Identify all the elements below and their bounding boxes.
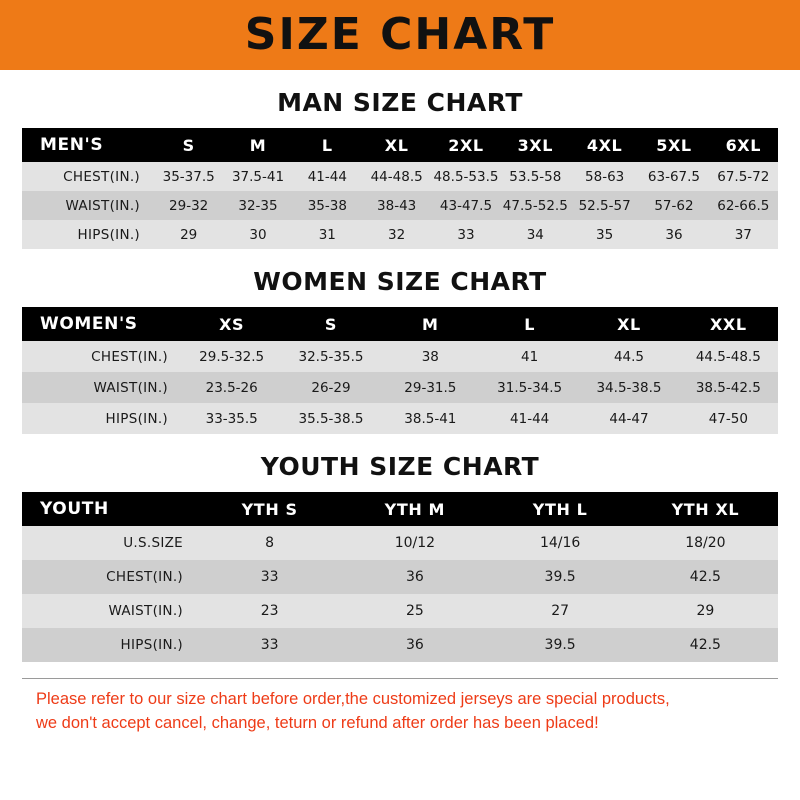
cell: 33 xyxy=(260,569,279,585)
cell: 14/16 xyxy=(539,535,581,551)
section-title-women: WOMEN SIZE CHART xyxy=(253,267,547,296)
column-header: 3XL xyxy=(517,135,554,155)
cell: 63-67.5 xyxy=(647,168,701,185)
cell: 35-37.5 xyxy=(162,168,215,185)
content-area xyxy=(0,88,800,736)
cell: 48.5-53.5 xyxy=(433,168,499,185)
section-title-youth: YOUTH SIZE CHART xyxy=(260,452,540,481)
cell: 67.5-72 xyxy=(717,168,770,185)
cell: 33-35.5 xyxy=(205,410,258,427)
row-label: CHEST(IN.) xyxy=(91,348,168,365)
table-row xyxy=(22,162,778,191)
cell: 23 xyxy=(260,603,279,619)
cell: 29.5-32.5 xyxy=(199,348,265,365)
cell: 34.5-38.5 xyxy=(596,379,662,396)
column-header: YTH XL xyxy=(671,499,740,519)
row-label: WAIST(IN.) xyxy=(93,379,168,396)
row-label: HIPS(IN.) xyxy=(105,410,168,427)
cell: 43-47.5 xyxy=(439,197,493,214)
table-row xyxy=(22,594,778,628)
column-header: 4XL xyxy=(586,135,623,155)
column-header: S xyxy=(182,135,195,155)
cell: 18/20 xyxy=(685,535,726,551)
column-header: L xyxy=(524,314,536,334)
column-header: M xyxy=(422,314,439,334)
footer-note-line-2: we don't accept cancel, change, teturn or refund after order has been placed! xyxy=(36,713,599,732)
cell: 27 xyxy=(551,603,570,619)
table-body xyxy=(22,526,778,662)
table-row xyxy=(22,403,778,434)
cell: 39.5 xyxy=(544,637,576,653)
row-label: CHEST(IN.) xyxy=(63,168,140,185)
column-header: WOMEN'S xyxy=(40,314,138,334)
column-header: MEN'S xyxy=(40,135,104,155)
column-header: XXL xyxy=(709,314,747,334)
cell: 36 xyxy=(665,226,683,243)
table-head xyxy=(22,307,778,341)
cell: 38.5-42.5 xyxy=(695,379,761,396)
cell: 29 xyxy=(180,226,198,243)
table-body xyxy=(22,341,778,434)
table-man-size-chart xyxy=(22,128,778,249)
cell: 44.5-48.5 xyxy=(695,348,761,365)
cell: 35.5-38.5 xyxy=(298,410,364,427)
cell: 38 xyxy=(421,348,439,365)
cell: 58-63 xyxy=(585,168,625,185)
column-header: XS xyxy=(219,314,245,334)
table-row xyxy=(22,191,778,220)
cell: 41 xyxy=(521,348,539,365)
table-header-row xyxy=(22,492,778,526)
cell: 31.5-34.5 xyxy=(497,379,563,396)
cell: 38.5-41 xyxy=(404,410,457,427)
cell: 34 xyxy=(526,226,544,243)
cell: 10/12 xyxy=(394,535,436,551)
row-label: CHEST(IN.) xyxy=(106,569,183,585)
cell: 44-48.5 xyxy=(370,168,423,185)
column-header: S xyxy=(324,314,338,334)
table-row xyxy=(22,560,778,594)
cell: 39.5 xyxy=(544,569,576,585)
cell: 37.5-41 xyxy=(231,168,285,185)
table-youth-size-chart xyxy=(22,492,778,662)
cell: 35-38 xyxy=(307,197,347,214)
cell: 44-47 xyxy=(609,410,649,427)
cell: 32-35 xyxy=(238,197,278,214)
row-label: HIPS(IN.) xyxy=(77,226,140,243)
section-women xyxy=(22,267,778,434)
cell: 47.5-52.5 xyxy=(502,197,568,214)
column-header: M xyxy=(249,135,267,155)
row-label: HIPS(IN.) xyxy=(120,637,183,653)
cell: 33 xyxy=(457,226,475,243)
table-body xyxy=(22,162,778,249)
cell: 62-66.5 xyxy=(717,197,770,214)
cell: 32.5-35.5 xyxy=(298,348,364,365)
cell: 53.5-58 xyxy=(509,168,562,185)
table-row xyxy=(22,372,778,403)
table-header-row xyxy=(22,307,778,341)
cell: 37 xyxy=(734,226,752,243)
table-women-size-chart xyxy=(22,307,778,434)
column-header: YOUTH xyxy=(40,499,109,519)
cell: 41-44 xyxy=(510,410,550,427)
footer-note-line-1: Please refer to our size chart before order,the customized jerseys are special products, xyxy=(36,690,670,708)
table-row xyxy=(22,526,778,560)
cell: 25 xyxy=(405,603,424,619)
cell: 57-62 xyxy=(654,197,694,214)
column-header: 2XL xyxy=(448,135,484,155)
table-row xyxy=(22,341,778,372)
cell: 29 xyxy=(696,603,715,619)
cell: 44.5 xyxy=(613,348,644,365)
table-head xyxy=(22,492,778,526)
column-header: YTH S xyxy=(241,499,298,519)
table-header-row xyxy=(22,128,778,162)
cell: 33 xyxy=(260,637,279,653)
cell: 36 xyxy=(405,569,424,585)
cell: 52.5-57 xyxy=(578,197,631,214)
footer-note xyxy=(22,678,778,736)
cell: 35 xyxy=(596,226,614,243)
cell: 29-31.5 xyxy=(404,379,457,396)
cell: 29-32 xyxy=(169,197,209,214)
table-head xyxy=(22,128,778,162)
column-header: 6XL xyxy=(725,135,762,155)
cell: 38-43 xyxy=(377,197,417,214)
cell: 32 xyxy=(388,226,406,243)
column-header: YTH L xyxy=(532,499,588,519)
column-header: XL xyxy=(617,314,641,334)
cell: 23.5-26 xyxy=(205,379,258,396)
cell: 30 xyxy=(249,226,267,243)
section-title-man: MAN SIZE CHART xyxy=(277,88,523,117)
cell: 42.5 xyxy=(689,569,721,585)
section-youth xyxy=(22,452,778,662)
header-band xyxy=(0,0,800,70)
row-label: WAIST(IN.) xyxy=(108,603,183,619)
cell: 41-44 xyxy=(307,168,347,185)
cell: 8 xyxy=(265,535,275,551)
cell: 26-29 xyxy=(311,379,351,396)
cell: 47-50 xyxy=(708,410,748,427)
table-row xyxy=(22,220,778,249)
cell: 31 xyxy=(318,226,336,243)
row-label: WAIST(IN.) xyxy=(65,197,140,214)
column-header: 5XL xyxy=(656,135,692,155)
column-header: XL xyxy=(384,135,409,155)
table-row xyxy=(22,628,778,662)
column-header: L xyxy=(321,135,333,155)
column-header: YTH M xyxy=(384,499,446,519)
cell: 36 xyxy=(405,637,424,653)
section-man xyxy=(22,88,778,249)
page-title: SIZE CHART xyxy=(244,9,556,60)
row-label: U.S.SIZE xyxy=(123,535,183,551)
cell: 42.5 xyxy=(689,637,721,653)
